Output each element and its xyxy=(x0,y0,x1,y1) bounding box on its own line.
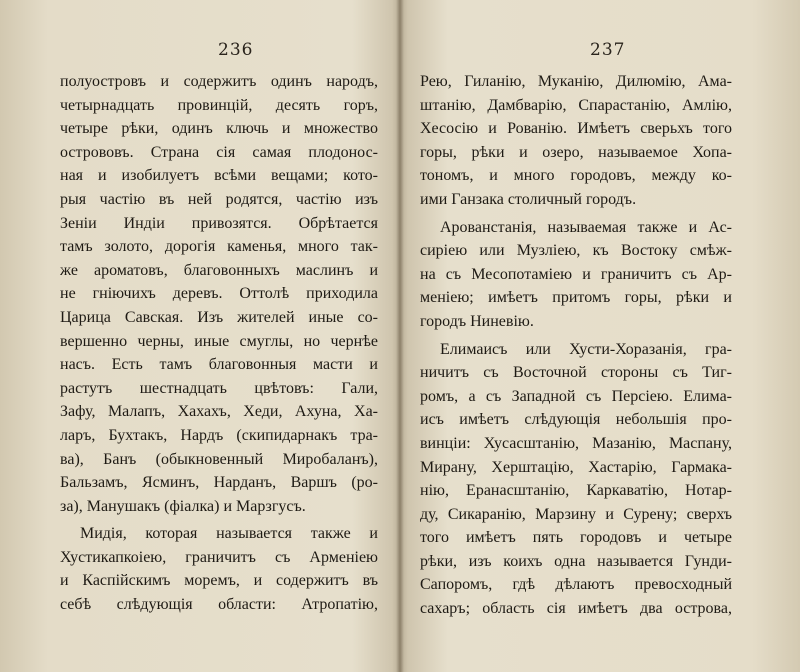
text-line: тономъ, и много городовъ, между ко- xyxy=(420,167,732,185)
text-line: Рею, Гиланію, Муканію, Дилюмію, Ама- xyxy=(420,73,732,90)
text-line: Елимаисъ или Хусти-Хоразанія, гра- xyxy=(440,340,732,358)
text-line: не гніючихъ деревъ. Оттолѣ приходила xyxy=(60,285,378,303)
text-line: Арованстанія, называемая также и Ас- xyxy=(440,218,732,236)
text-line: ва), Банъ (обыкновенный Миробаланъ), xyxy=(60,450,378,468)
text-line: сиріею или Музліею, къ Востоку смѣж- xyxy=(420,242,732,260)
text-line: того имѣетъ пять городовъ и четыре xyxy=(420,529,732,547)
text-line: ларъ, Бухтакъ, Нардъ (скипидарнакъ тра- xyxy=(60,426,378,444)
right-page-text xyxy=(420,70,732,621)
text-line: насъ. Есть тамъ благовонныя масти и xyxy=(60,356,378,374)
text-line: Мидія, которая называется также и xyxy=(80,525,378,543)
text-line: рѣки, изъ коихъ одна называется Гунди- xyxy=(420,552,732,570)
text-line: Зафу, Малапъ, Хахахъ, Хеди, Ахуна, Ха- xyxy=(60,403,378,421)
text-line: горы, рѣки и озеро, называемое Хопа- xyxy=(420,143,732,161)
text-line: растутъ шестнадцать цвѣтовъ: Гали, xyxy=(60,379,378,397)
text-line: себѣ слѣдующія области: Атропатію, xyxy=(60,596,378,614)
text-line: ими Ганзака столичный городъ. xyxy=(420,190,637,208)
text-line: меніею; имѣетъ притомъ горы, рѣки и xyxy=(420,289,732,307)
text-line: Мирану, Херштацію, Хастарію, Гармака- xyxy=(420,458,732,476)
text-line: Сапоромъ, гдѣ дѣлаютъ превосходный xyxy=(420,576,732,594)
text-line: ная и изобилуетъ всѣми вещами; кото- xyxy=(60,167,378,185)
text-line: вершенно черны, иные смуглы, но чернѣе xyxy=(60,332,378,350)
text-line: Царица Савская. Изъ жителей иные со- xyxy=(60,308,378,326)
text-line: штанію, Дамбварію, Спарастанію, Амлію, xyxy=(420,96,732,114)
text-line: ду, Сикаранію, Марзину и Сурену; сверхъ xyxy=(420,505,732,523)
text-line: тамъ золото, дорогія каменья, много так- xyxy=(60,238,378,256)
left-page-text xyxy=(60,70,378,617)
text-line: сахаръ; область сія имѣетъ два острова, xyxy=(420,600,732,618)
text-line: Бальзамъ, Ясминъ, Нарданъ, Варшъ (ро- xyxy=(60,474,378,492)
text-line: и Каспійскимъ моремъ, и содержитъ въ xyxy=(60,572,378,590)
text-line: городъ Ниневію. xyxy=(420,312,534,330)
text-line: ромъ, а съ Западной съ Персіею. Елима- xyxy=(420,387,732,405)
text-line: ничитъ съ Восточной стороны съ Тиг- xyxy=(420,364,732,382)
text-line: Хустикапкоіею, граничитъ съ Арменіею xyxy=(60,548,378,566)
text-line: винціи: Хусасштанію, Мазанію, Маспану, xyxy=(420,434,732,452)
right-page-number: 237 xyxy=(590,40,626,60)
text-line: рыя частію въ ней родятся, частію изъ xyxy=(60,190,378,208)
text-line: за), Манушакъ (фіалка) и Марзгусъ. xyxy=(60,497,306,515)
text-line: исъ имѣетъ слѣдующія небольшія про- xyxy=(420,411,732,429)
right-page xyxy=(400,0,800,672)
text-line: на съ Месопотаміею и граничитъ съ Ар- xyxy=(420,265,732,283)
text-line: Хесосію и Рованію. Имѣетъ сверьхъ того xyxy=(420,120,732,138)
text-line: нію, Еранасштанію, Каркаватію, Нотар- xyxy=(420,482,732,500)
text-line: острововъ. Страна сія самая плодонос- xyxy=(60,143,378,161)
text-line: полуостровъ и содержитъ одинъ народъ, xyxy=(60,73,378,90)
text-line: четырнадцать провинцій, десять горъ, xyxy=(60,96,378,114)
left-page-number: 236 xyxy=(218,40,254,60)
text-line: четыре рѣки, одинъ ключь и множество xyxy=(60,120,378,138)
text-line: Зеніи Индіи привозятся. Обрѣтается xyxy=(60,214,378,232)
text-line: же ароматовъ, благовонныхъ маслинъ и xyxy=(60,261,378,279)
